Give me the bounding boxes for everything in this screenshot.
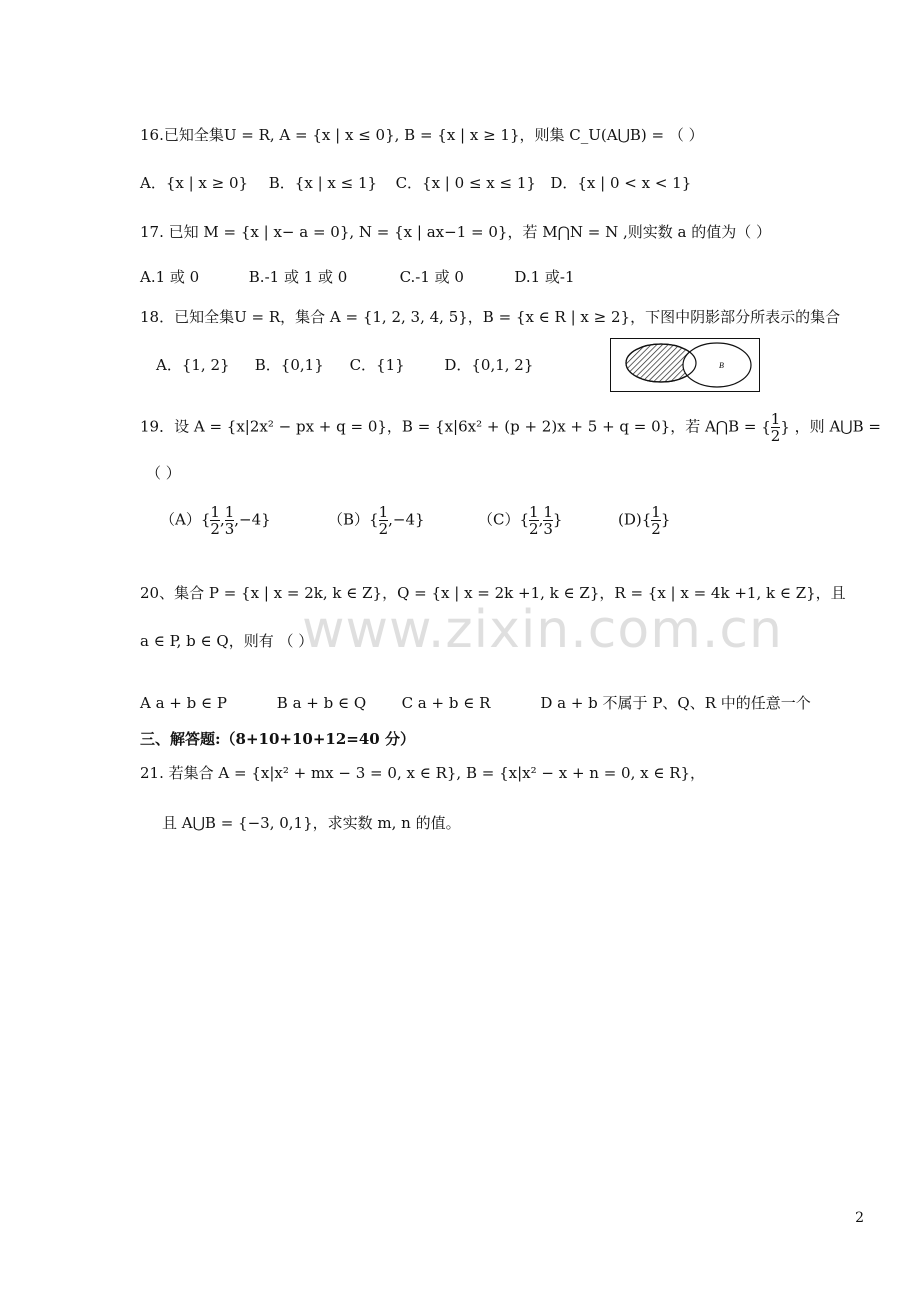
- brace-open: {: [200, 510, 211, 529]
- fraction-denominator: 2: [529, 520, 539, 538]
- q20-option-c: C a + b ∈ R: [401, 694, 491, 712]
- brace-close: ,−4}: [234, 510, 271, 529]
- fraction: [529, 504, 539, 537]
- q20-stem: 20、集合 P = {x | x = 2k, k ∈ Z}，Q = {x | x = 2k +1, k ∈ Z}，R = {x | x = 4k +1, k ∈ Z}，且: [140, 584, 846, 602]
- fraction-denominator: 2: [378, 520, 389, 538]
- q18-stem: 18．已知全集U = R，集合 A = {1, 2, 3, 4, 5}，B = {x ∈ R | x ≥ 2}，下图中阴影部分所表示的集合: [140, 308, 841, 326]
- q17-option-d: D.1 或-1: [514, 268, 575, 286]
- fraction: [543, 504, 553, 537]
- q19-stem-b: ，则 A⋃B =: [794, 417, 881, 436]
- option-label: （C）: [478, 510, 520, 529]
- brace-open: {: [519, 510, 530, 529]
- q17-option-a: A.1 或 0: [140, 268, 200, 286]
- q16-option-a: A．{x | x ≥ 0}: [140, 174, 249, 192]
- fraction-numerator: 1: [651, 503, 661, 521]
- watermark: www.zixin.com.cn: [302, 600, 783, 660]
- q16-option-c: C．{x | 0 ≤ x ≤ 1}: [395, 174, 536, 192]
- fraction: [210, 504, 220, 537]
- q19-stem-set: { $\frac{1}{2}$ }: [761, 410, 790, 445]
- q16-option-d: D．{x | 0 < x < 1}: [550, 174, 692, 192]
- fraction-numerator: 1: [378, 503, 389, 521]
- fraction-denominator: 3: [543, 520, 553, 538]
- option-label: （B）: [328, 510, 370, 529]
- q20-options: [140, 692, 811, 714]
- q19-stem: [140, 411, 881, 444]
- fraction-numerator: 1: [224, 503, 235, 521]
- q18-option-d: D．{0,1, 2}: [444, 356, 534, 374]
- fraction-numerator: 1: [543, 503, 553, 521]
- venn-svg: [611, 339, 758, 390]
- q20-option-a: A a + b ∈ P: [140, 694, 227, 712]
- q20-option-d: D a + b 不属于 P、Q、R 中的任意一个: [540, 694, 811, 712]
- fraction-denominator: 2: [651, 520, 661, 538]
- q16-stem: 16.已知全集U = R, A = {x | x ≤ 0}, B = {x | x ≥ 1}，则集 C_U(A⋃B) = （ ）: [140, 126, 704, 144]
- page-number: 2: [855, 1210, 864, 1226]
- q19-stem-fraction: [771, 411, 781, 444]
- q17-options: [140, 266, 575, 288]
- brace-close: ,−4}: [388, 510, 425, 529]
- q19-paren: （ ）: [146, 464, 181, 482]
- q20-option-b: B a + b ∈ Q: [276, 694, 367, 712]
- fraction-denominator: 2: [210, 520, 220, 538]
- q16-option-b: B．{x | x ≤ 1}: [268, 174, 378, 192]
- q20-stem-2: a ∈ P, b ∈ Q，则有 （ ）: [140, 632, 314, 650]
- fraction: [379, 504, 389, 537]
- q19-option-b: [328, 504, 478, 537]
- option-label: （A）: [160, 510, 201, 529]
- q18-option-a: A．{1, 2}: [156, 356, 230, 374]
- q21-stem: 21. 若集合 A = {x|x² + mx − 3 = 0, x ∈ R}, B = {x|x² − x + n = 0, x ∈ R}，: [140, 764, 706, 782]
- option-label: (D): [618, 510, 642, 529]
- q16-options: [140, 172, 691, 194]
- fraction-numerator: 1: [529, 503, 539, 521]
- q18-options: [156, 354, 533, 376]
- q19-option-a: [160, 504, 328, 537]
- brace-close: }: [660, 510, 671, 529]
- q18-option-b: B．{0,1}: [254, 356, 324, 374]
- comma: ,: [219, 510, 225, 529]
- venn-set-b: [683, 343, 751, 387]
- q19-option-c: [478, 504, 618, 537]
- brace-close: }: [552, 510, 563, 529]
- comma: ,: [538, 510, 544, 529]
- brace-open: {: [369, 510, 379, 529]
- q21-stem-2: 且 A⋃B = {−3, 0,1}，求实数 m, n 的值。: [162, 814, 461, 832]
- brace-open: {: [641, 510, 652, 529]
- venn-label-b: B: [719, 361, 724, 370]
- q19-options: [160, 504, 698, 537]
- section-3-heading: 三、解答题:（8+10+10+12=40 分）: [140, 730, 415, 748]
- fraction: [651, 504, 661, 537]
- fraction-numerator: 1: [210, 503, 220, 521]
- fraction-numerator: 1: [770, 410, 781, 428]
- q19-stem-a: 19．设 A = {x|2x² − px + q = 0}，B = {x|6x² + (p + 2)x + 5 + q = 0}，若 A⋂B =: [140, 417, 757, 436]
- venn-diagram: [610, 338, 760, 392]
- q17-option-c: C.-1 或 0: [399, 268, 464, 286]
- fraction: [225, 504, 235, 537]
- q17-option-b: B.-1 或 1 或 0: [248, 268, 348, 286]
- fraction-denominator: 3: [224, 520, 235, 538]
- q17-stem: 17. 已知 M = {x | x− a = 0}, N = {x | ax−1 = 0}，若 M⋂N = N ,则实数 a 的值为（ ）: [140, 223, 772, 241]
- fraction-denominator: 2: [770, 427, 781, 445]
- q18-option-c: C．{1}: [349, 356, 405, 374]
- q19-option-d: [618, 504, 698, 537]
